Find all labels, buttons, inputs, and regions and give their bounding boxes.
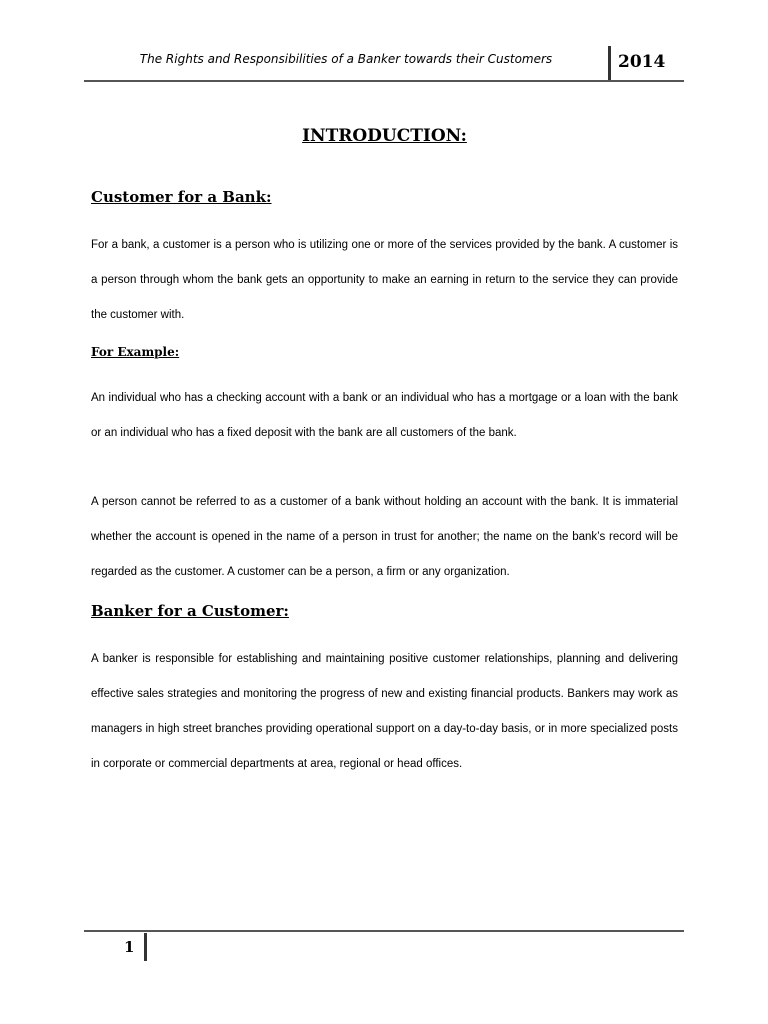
- page-title: INTRODUCTION:: [302, 126, 467, 146]
- page-number: 1: [124, 938, 135, 956]
- customer-section-heading: Customer for a Bank:: [91, 188, 272, 206]
- example-heading: For Example:: [91, 345, 180, 359]
- header-divider: [608, 46, 611, 82]
- banker-paragraph: A banker is responsible for establishing and maintaining positive customer relationships, planning and delivering effective sales strategies and monitoring the progress of new and existing financial products. Bankers may work as managers in high street branches providing operational support on a day-to-day basis, or in more specialized posts in corporate or commercial departments at area, regional or head offices.: [91, 653, 678, 770]
- page-header: [84, 44, 684, 84]
- page-footer: [84, 930, 684, 966]
- banker-section-heading: Banker for a Customer:: [91, 602, 289, 620]
- footer-divider: [144, 933, 147, 961]
- customer-paragraph-3: A person cannot be referred to as a customer of a bank without holding an account with the bank. It is immaterial whether the account is opened in the name of a person in trust for another; the name on the bank’s record will be regarded as the customer. A customer can be a person, a firm or any organization.: [91, 496, 678, 578]
- page-content: [91, 120, 678, 782]
- header-title: The Rights and Responsibilities of a Banker towards their Customers: [139, 52, 553, 66]
- customer-paragraph-1: For a bank, a customer is a person who is utilizing one or more of the services provided by the bank. A customer is a person through whom the bank gets an opportunity to make an earning in return to the service they can provide the customer with.: [91, 239, 678, 321]
- footer-rule: [84, 930, 684, 932]
- customer-paragraph-2: An individual who has a checking account with a bank or an individual who has a mortgage or a loan with the bank or an individual who has a fixed deposit with the bank are all customers of the bank.: [91, 392, 678, 439]
- header-rule: [84, 80, 684, 82]
- header-year: 2014: [618, 52, 666, 72]
